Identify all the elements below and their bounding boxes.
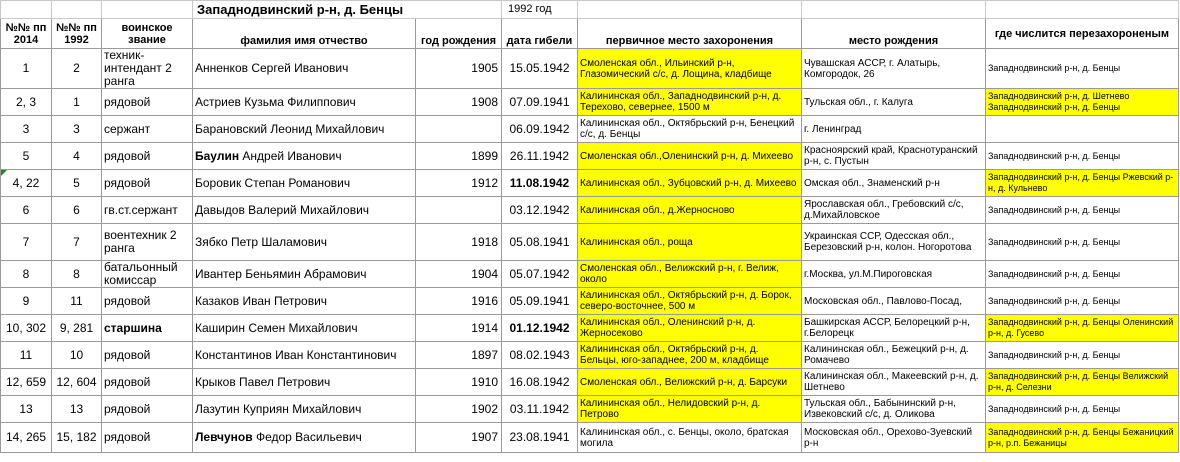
cell-rank[interactable]: рядовой: [102, 342, 193, 369]
cell-primary-burial[interactable]: Калининская обл., Западнодвинский р-н, д. Терехово, севернее, 1500 м: [578, 89, 802, 116]
cell-death-date[interactable]: 01.12.1942: [502, 315, 578, 342]
name-text: Боровик Степан Романович: [195, 175, 351, 190]
cell-death-date[interactable]: 06.09.1942: [502, 116, 578, 143]
cell-birthplace[interactable]: Тульская обл., г. Калуга: [802, 89, 986, 116]
name-text: Лазутин Куприян Михайлович: [195, 401, 362, 416]
cell-birthplace[interactable]: Московская обл., Орехово-Зуевский р-н: [802, 423, 986, 453]
table-row: [1, 369, 1179, 396]
cell-birthplace[interactable]: Украинская ССР, Одесская обл., Березовский р-н, колон. Ногоротова: [802, 224, 986, 261]
cell-number-1992[interactable]: 13: [52, 396, 102, 423]
cell-number-2014[interactable]: 13: [1, 396, 52, 423]
cell-death-date[interactable]: 05.08.1941: [502, 224, 578, 261]
cell-number-1992[interactable]: 1: [52, 89, 102, 116]
cell-number-1992[interactable]: 11: [52, 288, 102, 315]
cell-death-date[interactable]: 07.09.1941: [502, 89, 578, 116]
cell-number-1992[interactable]: 5: [52, 170, 102, 197]
table-row: [1, 261, 1179, 288]
table-row: [1, 315, 1179, 342]
cell-full-name[interactable]: [193, 170, 416, 197]
cell-rank[interactable]: рядовой: [102, 396, 193, 423]
cell-full-name[interactable]: [193, 288, 416, 315]
cell-number-2014[interactable]: 9: [1, 288, 52, 315]
cell-full-name[interactable]: [193, 342, 416, 369]
cell-birth-year[interactable]: 1902: [416, 396, 502, 423]
table-row: [1, 143, 1179, 170]
name-text: Каширин Семен Михайлович: [195, 320, 358, 335]
name-text: Ивантер Беньямин Абрамович: [195, 266, 367, 281]
name-text: Анненков Сергей Иванович: [195, 61, 349, 75]
cell-primary-burial[interactable]: Калининская обл., Нелидовский р-н, д. Петрово: [578, 396, 802, 423]
cell-birth-year[interactable]: 1897: [416, 342, 502, 369]
cell-birth-year[interactable]: 1904: [416, 261, 502, 288]
cell-rank[interactable]: сержант: [102, 116, 193, 143]
cell-primary-burial[interactable]: Калининская обл., д.Жерносново: [578, 197, 802, 224]
cell-full-name[interactable]: [193, 396, 416, 423]
cell-number-2014[interactable]: 3: [1, 116, 52, 143]
cell-number-1992[interactable]: 6: [52, 197, 102, 224]
cell-death-date[interactable]: 05.07.1942: [502, 261, 578, 288]
cell-full-name[interactable]: [193, 197, 416, 224]
name-text: Астриев Кузьма Филиппович: [195, 94, 356, 109]
cell-number-2014[interactable]: 12, 659: [1, 369, 52, 396]
cell-death-date[interactable]: 15.05.1942: [502, 49, 578, 89]
surname-text: Баулин: [195, 148, 240, 163]
cell-number-2014[interactable]: 4, 22: [1, 170, 52, 197]
cell-full-name[interactable]: [193, 143, 416, 170]
cell-birthplace[interactable]: Башкирская АССР, Белорецкий р-н, г.Белорецк: [802, 315, 986, 342]
cell-reburial-listing[interactable]: Западнодвинский р-н, д. Бенцы Велижский р-н, д. Селезни: [986, 369, 1179, 396]
cell-reburial-listing[interactable]: Западнодвинский р-н, д. Бенцы: [986, 288, 1179, 315]
cell-number-2014[interactable]: 8: [1, 261, 52, 288]
cell-birthplace[interactable]: Ярославская обл., Гребовский с/с, д.Михайловское: [802, 197, 986, 224]
cell-birth-year[interactable]: 1910: [416, 369, 502, 396]
name-text: Федор Васильевич: [252, 430, 362, 444]
cell-death-date[interactable]: 05.09.1941: [502, 288, 578, 315]
cell-reburial-listing[interactable]: Западнодвинский р-н, д. Бенцы: [986, 197, 1179, 224]
cell-number-2014[interactable]: 5: [1, 143, 52, 170]
cell-birthplace[interactable]: Омская обл., Знаменский р-н: [802, 170, 986, 197]
cell-birth-year[interactable]: 1905: [416, 49, 502, 89]
table-row: [1, 170, 1179, 197]
cell-primary-burial[interactable]: Калининская обл., Оленинский р-н, д. Жерносеково: [578, 315, 802, 342]
header-primary-burial[interactable]: первичное место захоронения: [578, 19, 802, 49]
cell-primary-burial[interactable]: Калининская обл., Октябрьский р-н, д. Бельцы, юго-западнее, 200 м, кладбище: [578, 342, 802, 369]
cell-birthplace[interactable]: г. Ленинград: [802, 116, 986, 143]
cell-full-name[interactable]: [193, 369, 416, 396]
cell-birth-year[interactable]: 1914: [416, 315, 502, 342]
cell-rank[interactable]: рядовой: [102, 288, 193, 315]
name-text: Казаков Иван Петрович: [195, 293, 328, 308]
cell-rank[interactable]: рядовой: [102, 170, 193, 197]
cell-rank[interactable]: старшина: [102, 315, 193, 342]
cell-birthplace[interactable]: Калининская обл., Бежецкий р-н, д. Ромачево: [802, 342, 986, 369]
cell-death-date[interactable]: 03.12.1942: [502, 197, 578, 224]
cell-number-1992[interactable]: 2: [52, 49, 102, 89]
cell-reburial-listing[interactable]: Западнодвинский р-н, д. Бенцы: [986, 224, 1179, 261]
cell-primary-burial[interactable]: Смоленская обл.,Оленинский р-н, д. Михеево: [578, 143, 802, 170]
cell-birthplace[interactable]: Калининская обл., Макеевский р-н, д. Шетнево: [802, 369, 986, 396]
cell-number-1992[interactable]: 7: [52, 224, 102, 261]
cell-rank[interactable]: рядовой: [102, 143, 193, 170]
cell-birthplace[interactable]: Чувашская АССР, г. Алатырь, Комгородок, 26: [802, 49, 986, 89]
cell-birth-year[interactable]: 1907: [416, 423, 502, 453]
table-row: [1, 423, 1179, 453]
cell-primary-burial[interactable]: Калининская обл., Зубцовский р-н, д. Михеево: [578, 170, 802, 197]
cell-birthplace[interactable]: Тульская обл., Бабынинский р-н, Извековский с/с, д. Оликова: [802, 396, 986, 423]
cell-rank[interactable]: воентехник 2 ранга: [102, 224, 193, 261]
cell-death-date[interactable]: 26.11.1942: [502, 143, 578, 170]
title-row: [1, 1, 1179, 19]
cell-reburial-listing[interactable]: Западнодвинский р-н, д. Бенцы Оленинский р-н, д. Гусево: [986, 315, 1179, 342]
cell-number-2014[interactable]: 14, 265: [1, 423, 52, 453]
cell-birth-year[interactable]: [416, 197, 502, 224]
cell-number-1992[interactable]: 10: [52, 342, 102, 369]
name-text: Андрей Иванович: [239, 148, 342, 163]
cell-death-date[interactable]: 11.08.1942: [502, 170, 578, 197]
table-row: [1, 288, 1179, 315]
name-text: Барановский Леонид Михайлович: [195, 121, 385, 136]
cell-reburial-listing[interactable]: Западнодвинский р-н, д. Шетнево Западнодвинский р-н, д. Бенцы: [986, 89, 1179, 116]
cell-number-2014[interactable]: 7: [1, 224, 52, 261]
cell-rank[interactable]: техник-интендант 2 ранга: [102, 49, 193, 89]
header-birthplace[interactable]: место рождения: [802, 19, 986, 49]
table-row: [1, 89, 1179, 116]
cell-primary-burial[interactable]: Смоленская обл., Велижский р-н, г. Велиж, около: [578, 261, 802, 288]
header-birth-year[interactable]: год рождения: [416, 19, 502, 49]
table-row: [1, 224, 1179, 261]
cell-full-name[interactable]: [193, 315, 416, 342]
cell-primary-burial[interactable]: Калининская обл., с. Бенцы, около, братская могила: [578, 423, 802, 453]
cell-full-name[interactable]: [193, 116, 416, 143]
header-full-name[interactable]: фамилия имя отчество: [193, 19, 416, 49]
cell-death-date[interactable]: 16.08.1942: [502, 369, 578, 396]
cell-number-2014[interactable]: 1: [1, 49, 52, 89]
cell-number-1992[interactable]: 8: [52, 261, 102, 288]
cell-primary-burial[interactable]: Смоленская обл., Ильинский р-н, Глазомический с/с, д. Лощина, кладбище: [578, 49, 802, 89]
header-row: [1, 19, 1179, 49]
header-number-1992[interactable]: №№ пп 1992: [52, 19, 102, 49]
year-label[interactable]: 1992 год: [502, 1, 578, 19]
cell-rank[interactable]: рядовой: [102, 423, 193, 453]
cell-primary-burial[interactable]: Калининская обл., Октябрьский р-н, Бенецкий с/с, д. Бенцы: [578, 116, 802, 143]
cell-birth-year[interactable]: 1912: [416, 170, 502, 197]
cell-death-date[interactable]: 23.08.1941: [502, 423, 578, 453]
cell-number-1992[interactable]: 4: [52, 143, 102, 170]
name-text: Крыков Павел Петрович: [195, 374, 331, 389]
cell-full-name[interactable]: [193, 89, 416, 116]
cell-number-2014[interactable]: 6: [1, 197, 52, 224]
cell-rank[interactable]: батальонный комиссар: [102, 261, 193, 288]
cell-full-name[interactable]: [193, 224, 416, 261]
table-row: [1, 49, 1179, 89]
cell-full-name[interactable]: [193, 261, 416, 288]
cell-reburial-listing[interactable]: [986, 116, 1179, 143]
cell-full-name[interactable]: [193, 423, 416, 453]
cell-number-2014[interactable]: 2, 3: [1, 89, 52, 116]
cell-rank[interactable]: рядовой: [102, 369, 193, 396]
cell-birthplace[interactable]: Красноярский край, Краснотуранский р-н, с. Пустын: [802, 143, 986, 170]
cell-birthplace[interactable]: г.Москва, ул.М.Пироговская: [802, 261, 986, 288]
cell-birth-year[interactable]: [416, 116, 502, 143]
table-row: [1, 197, 1179, 224]
cell-death-date[interactable]: 08.02.1943: [502, 342, 578, 369]
cell-reburial-listing[interactable]: Западнодвинский р-н, д. Бенцы Ржевский р-н, д. Кульнево: [986, 170, 1179, 197]
cell-number-1992[interactable]: 12, 604: [52, 369, 102, 396]
cell-reburial-listing[interactable]: Западнодвинский р-н, д. Бенцы: [986, 261, 1179, 288]
cell-number-1992[interactable]: 3: [52, 116, 102, 143]
cell-rank[interactable]: рядовой: [102, 89, 193, 116]
header-rank[interactable]: воинское звание: [102, 19, 193, 49]
cell-full-name[interactable]: [193, 49, 416, 89]
cell-primary-burial[interactable]: Смоленская обл., Велижский р-н, д. Барсуки: [578, 369, 802, 396]
cell-number-1992[interactable]: 9, 281: [52, 315, 102, 342]
cell-reburial-listing[interactable]: Западнодвинский р-н, д. Бенцы Бежаницкий р-н, р.п. Бежаницы: [986, 423, 1179, 453]
cell-birth-year[interactable]: 1899: [416, 143, 502, 170]
cell-number-2014[interactable]: 10, 302: [1, 315, 52, 342]
cell-reburial-listing[interactable]: Западнодвинский р-н, д. Бенцы: [986, 49, 1179, 89]
name-text: Давыдов Валерий Михайлович: [195, 202, 370, 217]
sheet-title[interactable]: Западнодвинский р-н, д. Бенцы: [193, 1, 502, 19]
table-row: [1, 116, 1179, 143]
cell-reburial-listing[interactable]: Западнодвинский р-н, д. Бенцы: [986, 342, 1179, 369]
cell-reburial-listing[interactable]: Западнодвинский р-н, д. Бенцы: [986, 396, 1179, 423]
cell-reburial-listing[interactable]: Западнодвинский р-н, д. Бенцы: [986, 143, 1179, 170]
cell-number-1992[interactable]: 15, 182: [52, 423, 102, 453]
name-text: Константинов Иван Константинович: [195, 347, 397, 362]
cell-birthplace[interactable]: Московская обл., Павлово-Посад,: [802, 288, 986, 315]
header-reburial-listing[interactable]: где числится перезахороненым: [986, 19, 1179, 49]
surname-text: Левчунов: [195, 430, 253, 444]
cell-birth-year[interactable]: 1918: [416, 224, 502, 261]
cell-primary-burial[interactable]: Калининская обл., Октябрьский р-н, д. Борок, северо-восточнее, 500 м: [578, 288, 802, 315]
cell-primary-burial[interactable]: Калининская обл., роща: [578, 224, 802, 261]
cell-rank[interactable]: гв.ст.сержант: [102, 197, 193, 224]
table-row: [1, 342, 1179, 369]
name-text: Зябко Петр Шаламович: [195, 234, 328, 249]
header-number-2014[interactable]: №№ пп 2014: [1, 19, 52, 49]
cell-number-2014[interactable]: 11: [1, 342, 52, 369]
table-row: [1, 396, 1179, 423]
cell-death-date[interactable]: 03.11.1942: [502, 396, 578, 423]
cell-birth-year[interactable]: 1908: [416, 89, 502, 116]
header-death-date[interactable]: дата гибели: [502, 19, 578, 49]
cell-birth-year[interactable]: 1916: [416, 288, 502, 315]
